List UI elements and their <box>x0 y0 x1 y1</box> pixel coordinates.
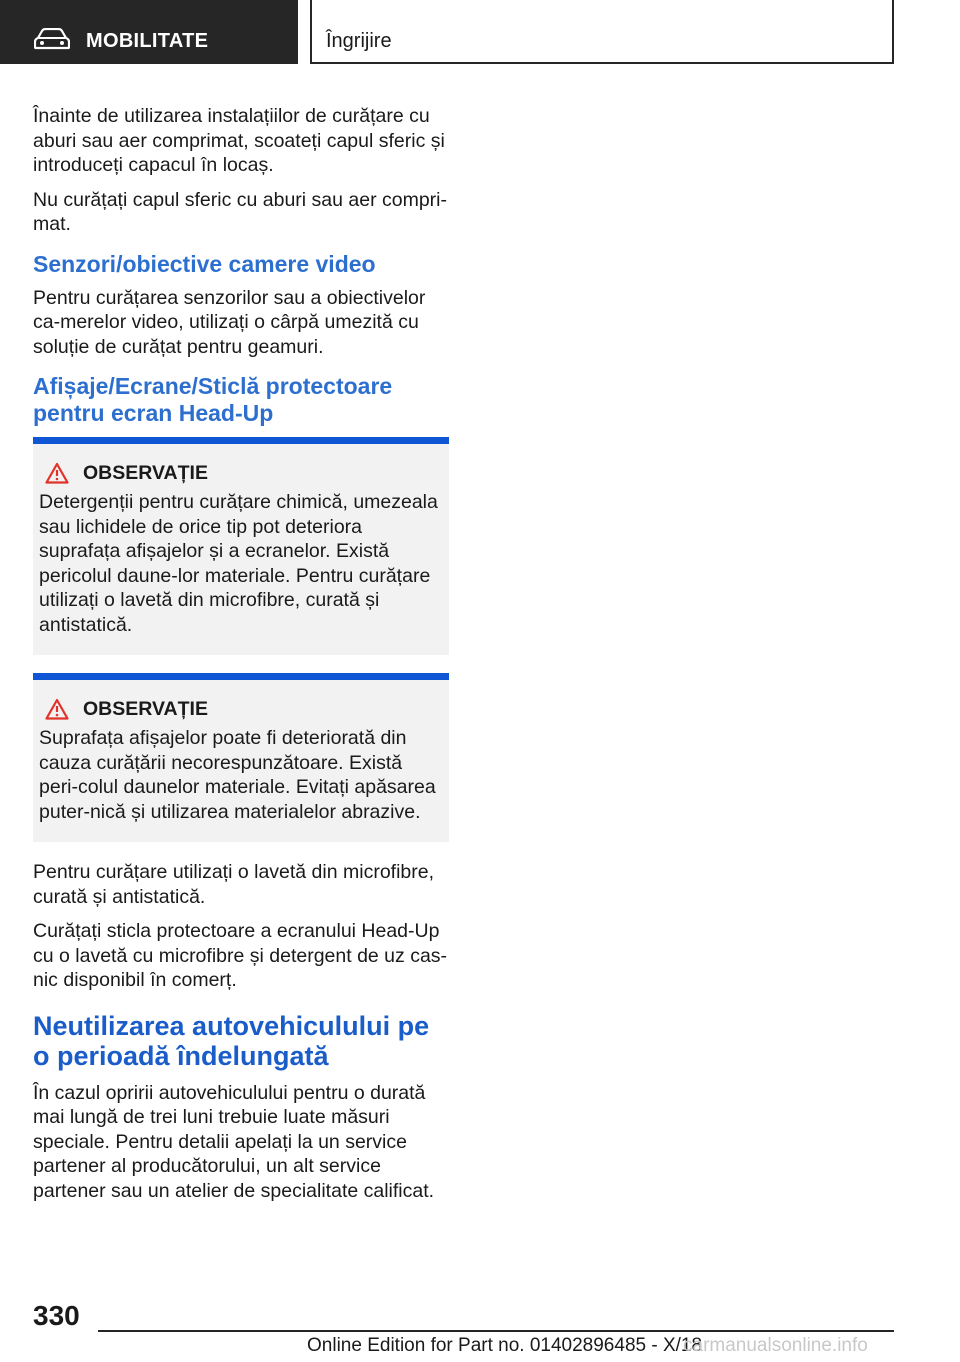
car-icon <box>34 28 70 50</box>
footer-divider <box>98 1330 894 1332</box>
notice-2-title: OBSERVAȚIE <box>83 698 208 720</box>
notice-box-1 <box>33 437 449 655</box>
section-heading-cameras: Senzori/obiective camere video <box>33 250 376 277</box>
notice-box-2 <box>33 673 449 842</box>
warning-icon <box>45 462 69 484</box>
storage-paragraph: În cazul opririi autovehiculului pentru o durată mai lungă de trei luni trebuie luate măsuri speciale. Pentru detalii apelați la un service partener al producătorului, un alt service partener sau un atelier de specialitate calificat. <box>33 1081 435 1202</box>
intro-paragraph-1: Înainte de utilizarea instalațiilor de curățare cu aburi sau aer comprimat, scoateți capul sferic și introduceți capacul în locaș. <box>33 105 445 176</box>
section-heading-storage: Neutilizarea autovehiculului pe o perioadă îndelungată <box>33 1010 430 1071</box>
header-chapter-tab <box>0 0 298 64</box>
displays-paragraph-1: Pentru curățare utilizați o lavetă din microfibre, curată și antistatică. <box>33 861 435 908</box>
notice-2-body: Suprafața afișajelor poate fi deteriorată din cauza curățării necorespunzătoare. Există peri-colul daunelor materiale. Evitați apăsarea puter-nică și utilizarea materialelor abrazive. <box>39 727 436 823</box>
footer-edition: Online Edition for Part no. 01402896485 - X/18 <box>307 1335 703 1356</box>
chapter-label: MOBILITATE <box>86 30 209 52</box>
displays-paragraph-2: Curățați sticla protectoare a ecranului Head-Up cu o lavetă cu microfibre și detergent de uz cas-nic disponibil în comerț. <box>33 920 448 991</box>
header-section-box <box>310 0 894 64</box>
page-content <box>33 104 449 1213</box>
footer-watermark: carmanualsonline.info <box>683 1335 868 1356</box>
page-number: 330 <box>33 1300 80 1331</box>
notice-1-title: OBSERVAȚIE <box>83 462 208 484</box>
section-label: Îngrijire <box>326 30 392 52</box>
cameras-paragraph: Pentru curățarea senzorilor sau a obiectivelor ca-merelor video, utilizați o cârpă umezită cu soluție de curățat pentru geamuri. <box>33 286 426 358</box>
notice-1-body: Detergenții pentru curățare chimică, umezeala sau lichidele de orice tip pot deteriora suprafața afișajelor și a ecranelor. Există pericolul daune-lor materiale. Pentru curățare utilizați o lavetă din microfibre, curată și antistatică. <box>39 491 438 636</box>
section-heading-displays: Afișaje/Ecrane/Sticlă protectoare pentru ecran Head-Up <box>33 373 393 426</box>
intro-paragraph-2: Nu curățați capul sferic cu aburi sau aer compri-mat. <box>33 188 448 235</box>
warning-icon <box>45 698 69 720</box>
